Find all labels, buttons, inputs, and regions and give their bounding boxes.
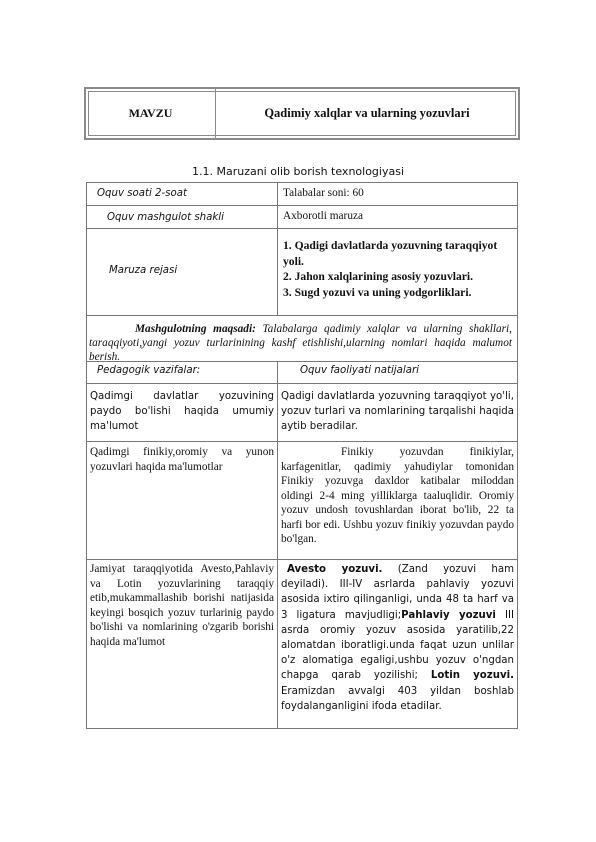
task2-text: Qadimgi finikiy,oromiy va yunon yozuvlari haqida ma'lumotlar — [87, 442, 278, 559]
table-row-goal — [87, 316, 517, 362]
table-row-plan — [87, 229, 517, 316]
avesto-text: (Zand yozuvi ham deyiladi). III-IV asrlarda pahlaviy yozuvi asosida ixtiro qilinganligi, unda 48 ta harf va 3 ligatura mavjudligi; — [281, 564, 514, 621]
goal-text: Talabalarga qadimiy xalqlar va ularning shakllari, taraqqiyoti,yangi yozuv turlarinining kashf etishlishi,ularning nomlari haqida malumot berish. — [89, 323, 512, 363]
task3-text: Jamiyat taraqqiyotida Avesto,Pahlaviy va Lotin yozuvlarining taraqqiy etib,mukammallashib borishi natijasida keyingi bosqich yozuv turlarinig paydo bo'lishi va nomlarining o'zgarib borishi haqida ma'lumot — [87, 560, 278, 728]
lecture-table — [86, 182, 518, 729]
plan-list — [278, 229, 517, 315]
result2-text: Finikiy yozuvdan finikiylar, karfagenitlar, qadimiy yahudiylar tomonidan Finikiy yozuvga daxldor katibalar miloddan oldingi 2-4 ming yilliklarga taaluqlidir. Oromiy yozuv undosh tovushlardan iborat bo'lib, 22 ta harfi bor edi. Ushbu yozuv finikiy yozuvdan paydo bo'lgan. — [281, 446, 514, 545]
plan-label: Maruza rejasi — [87, 229, 278, 315]
plan-item: 2. Jahon xalqlarining asosiy yozuvlari. — [283, 270, 474, 283]
plan-item: 3. Sugd yozuvi va uning yodgorliklari. — [283, 285, 472, 299]
result3-text — [278, 560, 517, 728]
table-row-task1 — [87, 384, 517, 442]
topic-title: Qadimiy xalqlar va ularning yozuvlari — [264, 106, 470, 120]
lotin-label: Lotin yozuvi. — [430, 670, 514, 682]
goal-paragraph — [87, 316, 517, 361]
topic-table — [84, 87, 520, 140]
results-header: Oquv faoliyati natijalari — [300, 365, 419, 376]
section-title: 1.1. Maruzani olib borish texnologiyasi — [191, 165, 405, 178]
hours-label: Oquv soati 2-soat — [87, 183, 278, 205]
form-label: Oquv mashgulot shakli — [87, 206, 278, 228]
lotin-text: Eramizdan avvalgi 403 yildan boshlab foydalanganligini ifoda etadilar. — [281, 685, 514, 712]
table-row-task3 — [87, 560, 517, 728]
task1-text: Qadimgi davlatlar yozuvining paydo bo'lishi haqida umumiy ma'lumot — [87, 384, 278, 441]
plan-item: 1. Qadigi davlatlarda yozuvning taraqqiyot yoli. — [283, 239, 498, 268]
table-row-hours — [87, 183, 517, 206]
tasks-header: Pedagogik vazifalar: — [87, 362, 278, 383]
pahlaviy-text: III asrda oromiy yozuv asosida yaratilib,22 alomatdan iboratligi.unda faqat uzun unlilar o'z alomatiga egaligi,ushbu yozuv o'ngdan chapga qarab yozilishi; — [281, 609, 514, 682]
students-label: Talabalar soni: 60 — [283, 187, 364, 199]
pahlaviy-label: Pahlaviy yozuvi — [401, 609, 496, 621]
topic-label: MAVZU — [128, 106, 173, 120]
result1-text: Qadigi davlatlarda yozuvning taraqqiyot yo'li, yozuv turlari va nomlarining tarqalishi haqida aytib beradilar. — [281, 391, 514, 432]
table-row-form — [87, 206, 517, 229]
table-row-task2 — [87, 442, 517, 560]
form-value: Axborotli maruza — [283, 210, 363, 222]
table-row-headers — [87, 362, 517, 384]
goal-label: Mashgulotning maqsadi: — [135, 323, 256, 335]
avesto-label: Avesto yozuvi. — [287, 564, 383, 575]
